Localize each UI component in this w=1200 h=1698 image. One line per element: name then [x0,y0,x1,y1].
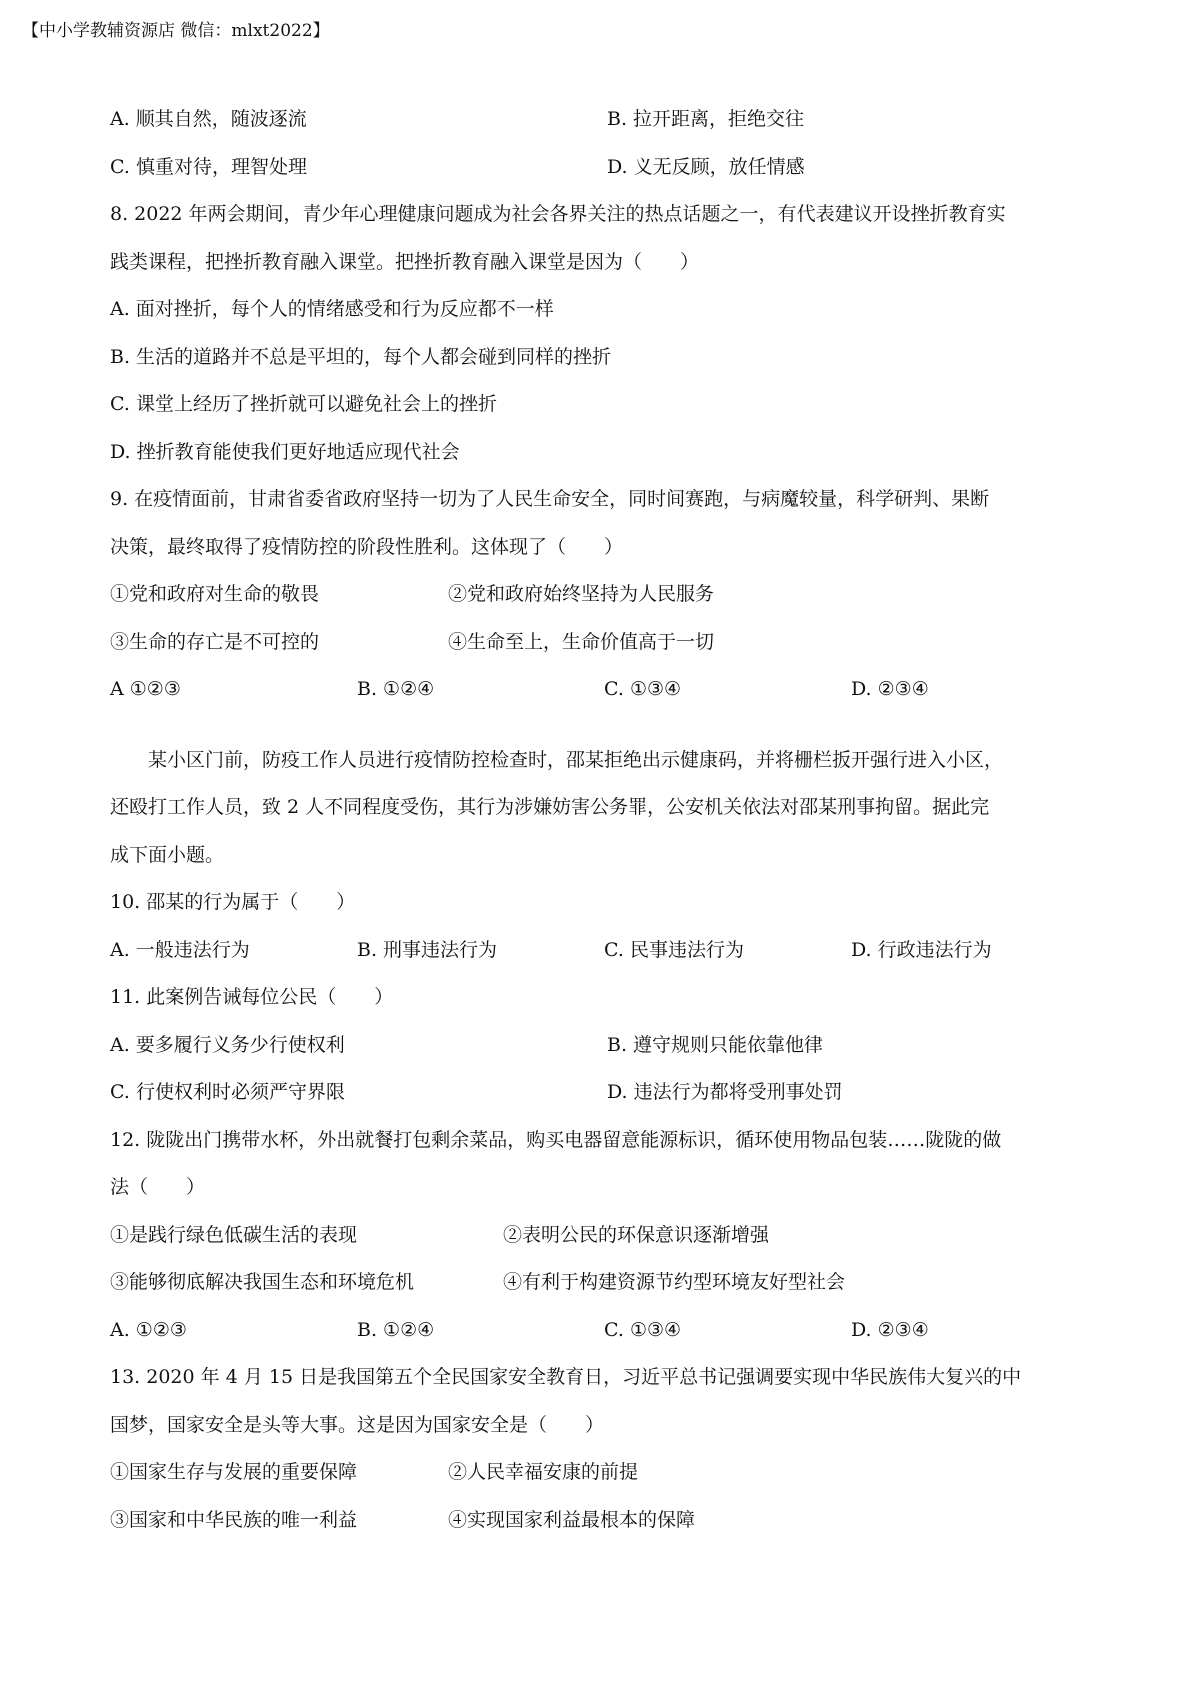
option-item: A ①②③ [110,678,181,700]
option-item: B. 拉开距离，拒绝交往 [607,108,805,130]
option-row [110,1212,1110,1260]
option-item: ③生命的存亡是不可控的 [110,630,320,653]
option-item: D. ②③④ [851,678,929,700]
option-item: C. 慎重对待，理智处理 [110,155,307,178]
text-line: 践类课程，把挫折教育融入课堂。把挫折教育融入课堂是因为（ ） [110,250,700,273]
option-item: D. 义无反顾，放任情感 [607,155,805,178]
option-item: C. 民事违法行为 [604,938,744,961]
text-line: A. 面对挫折，每个人的情绪感受和行为反应都不一样 [110,298,554,320]
option-item: A. ①②③ [110,1318,187,1341]
text-line: 9. 在疫情面前，甘肃省委省政府坚持一切为了人民生命安全，同时间赛跑，与病魔较量，科学研判、果断 [110,488,990,510]
option-item: A. 顺其自然，随波逐流 [110,108,307,130]
question-content [110,96,1110,1544]
option-row [110,1259,1110,1307]
option-item: C. ①③④ [604,678,682,700]
option-row [110,96,1110,144]
text-line: 决策，最终取得了疫情防控的阶段性胜利。这体现了（ ） [110,535,624,558]
option-item: B. ①②④ [357,1318,435,1341]
option-row [110,144,1110,192]
option-row [110,1449,1110,1497]
text-line: 8. 2022 年两会期间，青少年心理健康问题成为社会各界关注的热点话题之一，有代表建议开设挫折教育实 [110,203,1006,225]
text-line: 成下面小题。 [110,843,225,866]
option-item: D. 违法行为都将受刑事处罚 [607,1081,843,1103]
option-row [110,1307,1110,1355]
option-item: D. ②③④ [851,1318,929,1341]
option-row [110,619,1110,667]
text-line: 还殴打工作人员，致 2 人不同程度受伤，其行为涉嫌妨害公务罪，公安机关依法对邵某刑事拘留。据此完 [110,796,990,818]
option-item: B. 遵守规则只能依靠他律 [607,1033,824,1056]
option-item: C. 行使权利时必须严守界限 [110,1081,345,1103]
option-item: ②人民幸福安康的前提 [448,1461,639,1483]
text-line: B. 生活的道路并不总是平坦的，每个人都会碰到同样的挫折 [110,345,612,368]
text-line: D. 挫折教育能使我们更好地适应现代社会 [110,440,460,463]
option-item: ④生命至上，生命价值高于一切 [448,630,715,653]
text-line: 12. 陇陇出门携带水杯，外出就餐打包剩余菜品，购买电器留意能源标识，循环使用物品包装……陇陇的做 [110,1128,1002,1151]
passage-line: 某小区门前，防疫工作人员进行疫情防控检查时，邵某拒绝出示健康码，并将栅栏扳开强行进入小区， [148,748,1004,771]
option-item: ③能够彻底解决我国生态和环境危机 [110,1271,415,1293]
option-item: ②党和政府始终坚持为人民服务 [448,583,715,605]
option-row [110,927,1110,975]
page-header-watermark: 【中小学教辅资源店 微信：mlxt2022】 [22,21,330,41]
option-item: B. 刑事违法行为 [357,938,498,961]
option-row [110,666,1110,714]
option-item: ①党和政府对生命的敬畏 [110,583,320,605]
option-item: ③国家和中华民族的唯一利益 [110,1508,358,1531]
option-item: D. 行政违法行为 [851,938,992,961]
option-item: ④实现国家利益最根本的保障 [448,1508,696,1531]
option-item: ①是践行绿色低碳生活的表现 [110,1223,358,1246]
option-item: ②表明公民的环保意识逐渐增强 [503,1223,770,1246]
option-item: A. 要多履行义务少行使权利 [110,1033,345,1056]
option-row [110,1497,1110,1545]
option-item: B. ①②④ [357,678,435,700]
text-line: 法（ ） [110,1176,206,1198]
text-line: 13. 2020 年 4 月 15 日是我国第五个全民国家安全教育日，习近平总书记强调要实现中华民族伟大复兴的中 [110,1366,1022,1388]
option-row [110,571,1110,619]
option-row [110,1022,1110,1070]
option-item: A. 一般违法行为 [110,938,250,961]
option-item: C. ①③④ [604,1318,682,1341]
option-row [110,1069,1110,1117]
text-line: 11. 此案例告诫每位公民（ ） [110,986,394,1008]
text-line: 国梦，国家安全是头等大事。这是因为国家安全是（ ） [110,1413,605,1436]
text-line: 10. 邵某的行为属于（ ） [110,891,356,913]
text-line: C. 课堂上经历了挫折就可以避免社会上的挫折 [110,393,497,415]
option-item: ①国家生存与发展的重要保障 [110,1461,358,1483]
option-item: ④有利于构建资源节约型环境友好型社会 [503,1271,846,1293]
